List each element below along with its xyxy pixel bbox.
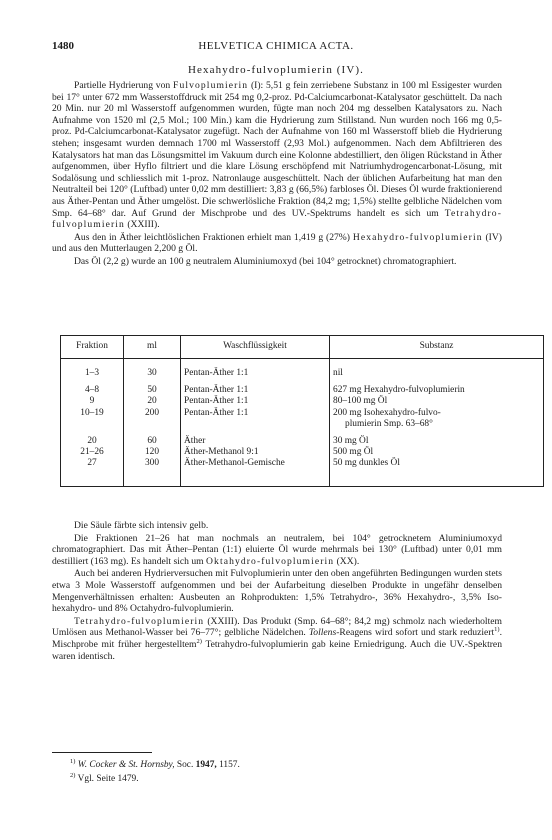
article-body-bottom [52, 520, 502, 663]
paragraph-tetrahydro: Tetrahydro-fulvoplumierin (XXIII). Das Produkt (Smp. 64–68°; 84,2 mg) schmolz nach wiederholtem Umlösen aus Methanol-Wasser bei 76–77°; gelbliche Nädelchen. Tollens-Reagens wird sofort und stark reduziert$^{1)}$. Mischprobe mit früher hergestelltem$^{2)}$ Tetrahydro-fulvoplumierin gab keine Erniedrigung. Auch die UV.-Spektren waren identisch. [52, 615, 502, 662]
cell-substanz: 30 mg Öl [330, 430, 544, 447]
page-number: 1480 [52, 40, 74, 52]
column-header-waschfluessigkeit: Waschflüssigkeit [181, 336, 330, 359]
cell-waschfluessigkeit: Pentan-Äther 1:1 [181, 359, 330, 380]
footnote-mark: 2) [70, 771, 76, 779]
cell-substanz: 627 mg Hexahydro-fulvoplumierin [330, 379, 544, 396]
table-row [61, 408, 544, 430]
cell-substanz: 80–100 mg Öl [330, 396, 544, 407]
cell-ml: 120 [124, 447, 181, 458]
table-row [61, 396, 544, 407]
cell-fraktion: 10–19 [61, 408, 124, 430]
article-body-top [52, 80, 502, 269]
reagent-name: Tollens [308, 627, 337, 639]
footnote-ref: 1) [494, 626, 500, 634]
cell-fraktion: 21–26 [61, 447, 124, 458]
cell-waschfluessigkeit: Äther [181, 430, 330, 447]
footnote-1: $^{1)}$ W. Cocker & St. Hornsby, Soc. 1947, 1157. [70, 757, 240, 770]
column-header-fraktion: Fraktion [61, 336, 124, 359]
table-row [61, 359, 544, 380]
paragraph-fractions: Aus den in Äther leichtlöslichen Fraktionen erhielt man 1,419 g (27%) Hexahydro-fulvoplumierin (IV) und aus den Mutterlaugen 2,200 g Öl. [52, 231, 502, 255]
column-header-substanz: Substanz [330, 336, 544, 359]
cell-ml: 200 [124, 408, 181, 430]
section-title: Hexahydro-fulvoplumierin (IV). [188, 64, 364, 76]
page-header [52, 40, 500, 56]
footnote-ref: 2) [196, 637, 202, 645]
cell-waschfluessigkeit: Pentan-Äther 1:1 [181, 379, 330, 396]
paragraph-hydrogenation: Partielle Hydrierung von Fulvoplumierin (I): 5,51 g fein zerriebene Substanz in 100 ml Essigester wurden bei 17° unter 672 mm Wasserstoffdruck mit 254 mg 0,2-proz. Pd-Calciumcarbonat-Katalysator geschüttelt. Da nach 20 Min. nur 20 ml Wasserstoff aufgenommen wurden, fügte man noch 204 mg desselben Katalysators zu. Nach Aufnahme von 1520 ml (2,5 Mol.; 100 Min.) kam die Hydrierung zum Stillstand. Nun wurden noch 166 mg 0,5-proz. Pd-Calciumcarbonat-Katalysator zugefügt. Nach der Aufnahme von 160 ml Wasserstoff blieb die Hydrierung stehen; insgesamt wurden demnach 1700 ml Wasserstoff (2,93 Mol.) aufgenommen. Nach dem Abfiltrieren des Katalysators hat man das Lösungsmittel im Vakuum durch eine Kolonne abdestilliert, den öligen Rückstand in Äther aufgenommen, über Hyflo filtriert und die klare Lösung erschöpfend mit Natriumhydrogencarbonat-Lösung, mit Sodalösung und schliesslich mit 1-proz. Natronlauge ausgeschüttelt. Nach der üblichen Aufarbeitung hat man den Neutralteil bei 120° (Luftbad) unter 0,02 mm destilliert: 3,83 g (66,5%) farbloses Öl. Dieses Öl wurde fraktionierend aus Äther-Pentan und Äther umgelöst. Die schwerlösliche Fraktion (84,2 mg; 1,5%) stellte gelbliche Nädelchen vom Smp. 64–68° dar. Auf Grund der Mischprobe und des UV.-Spektrums handelt es sich um Tetrahydro-fulvoplumierin (XXIII). [52, 80, 502, 231]
cell-fraktion: 27 [61, 458, 124, 486]
chromatography-table [60, 335, 544, 487]
cell-ml: 20 [124, 396, 181, 407]
cell-ml: 60 [124, 430, 181, 447]
compound-name: Tetrahydro-fulvoplumierin [52, 207, 502, 231]
cell-substanz: 200 mg Isohexahydro-fulvo- plumierin Smp. 63–68° [330, 408, 544, 430]
journal-title: HELVETICA CHIMICA ACTA. [198, 40, 354, 52]
footnote-authors: W. Cocker & St. Hornsby, [77, 760, 175, 770]
compound-name: Fulvoplumierin [173, 80, 249, 91]
cell-fraktion: 20 [61, 430, 124, 447]
cell-ml: 30 [124, 359, 181, 380]
footnote-2: $^{2)}$ Vgl. Seite 1479. [70, 771, 139, 784]
cell-waschfluessigkeit: Pentan-Äther 1:1 [181, 396, 330, 407]
table-header-row [61, 336, 544, 359]
cell-fraktion: 9 [61, 396, 124, 407]
cell-waschfluessigkeit: Pentan-Äther 1:1 [181, 408, 330, 430]
compound-name: Oktahydro-fulvoplumierin [206, 555, 335, 567]
cell-ml: 50 [124, 379, 181, 396]
table-row [61, 447, 544, 458]
footnote-divider [52, 752, 152, 753]
paragraph-chromatography: Das Öl (2,2 g) wurde an 100 g neutralem Aluminiumoxyd (bei 104° getrocknet) chromatographiert. [74, 255, 457, 267]
cell-waschfluessigkeit: Äther-Methanol-Gemische [181, 458, 330, 486]
cell-substanz: nil [330, 359, 544, 380]
footnote-mark: 1) [70, 757, 76, 765]
cell-substanz: 50 mg dunkles Öl [330, 458, 544, 486]
cell-ml: 300 [124, 458, 181, 486]
cell-substanz: 500 mg Öl [330, 447, 544, 458]
table-row [61, 430, 544, 447]
column-header-ml: ml [124, 336, 181, 359]
table-row [61, 379, 544, 396]
cell-fraktion: 4–8 [61, 379, 124, 396]
paragraph-other-experiments: Auch bei anderen Hydrierversuchen mit Fulvoplumierin unter den oben angeführten Bedingungen wurden stets etwa 3 Mole Wasserstoff aufgenommen und bei der Aufarbeitung dieselben Produkte in ungefähr denselben Mengenverhältnissen erhalten: Ausbeuten an Rohprodukten: 1,5% Tetrahydro-, 36% Hexahydro-, 3,5% Iso-hexahydro- und 8% Octahydro-fulvoplumierin. [52, 568, 502, 615]
compound-name: Tetrahydro-fulvoplumierin [74, 615, 205, 627]
table-row [61, 458, 544, 486]
compound-name: Hexahydro-fulvoplumierin [352, 231, 483, 243]
paragraph-column-color: Die Säule färbte sich intensiv gelb. [74, 520, 209, 531]
cell-fraktion: 1–3 [61, 359, 124, 380]
paragraph-octahydro: Die Fraktionen 21–26 hat man nochmals an neutralem, bei 104° getrocknetem Aluminiumoxyd chromatographiert. Das mit Äther–Pentan (1:1) eluierte Öl wurde mehrmals bei 130° (Luftbad) unter 0,01 mm destilliert (163 mg). Es handelt sich um Oktahydro-fulvoplumierin (XX). [52, 532, 502, 567]
cell-waschfluessigkeit: Äther-Methanol 9:1 [181, 447, 330, 458]
